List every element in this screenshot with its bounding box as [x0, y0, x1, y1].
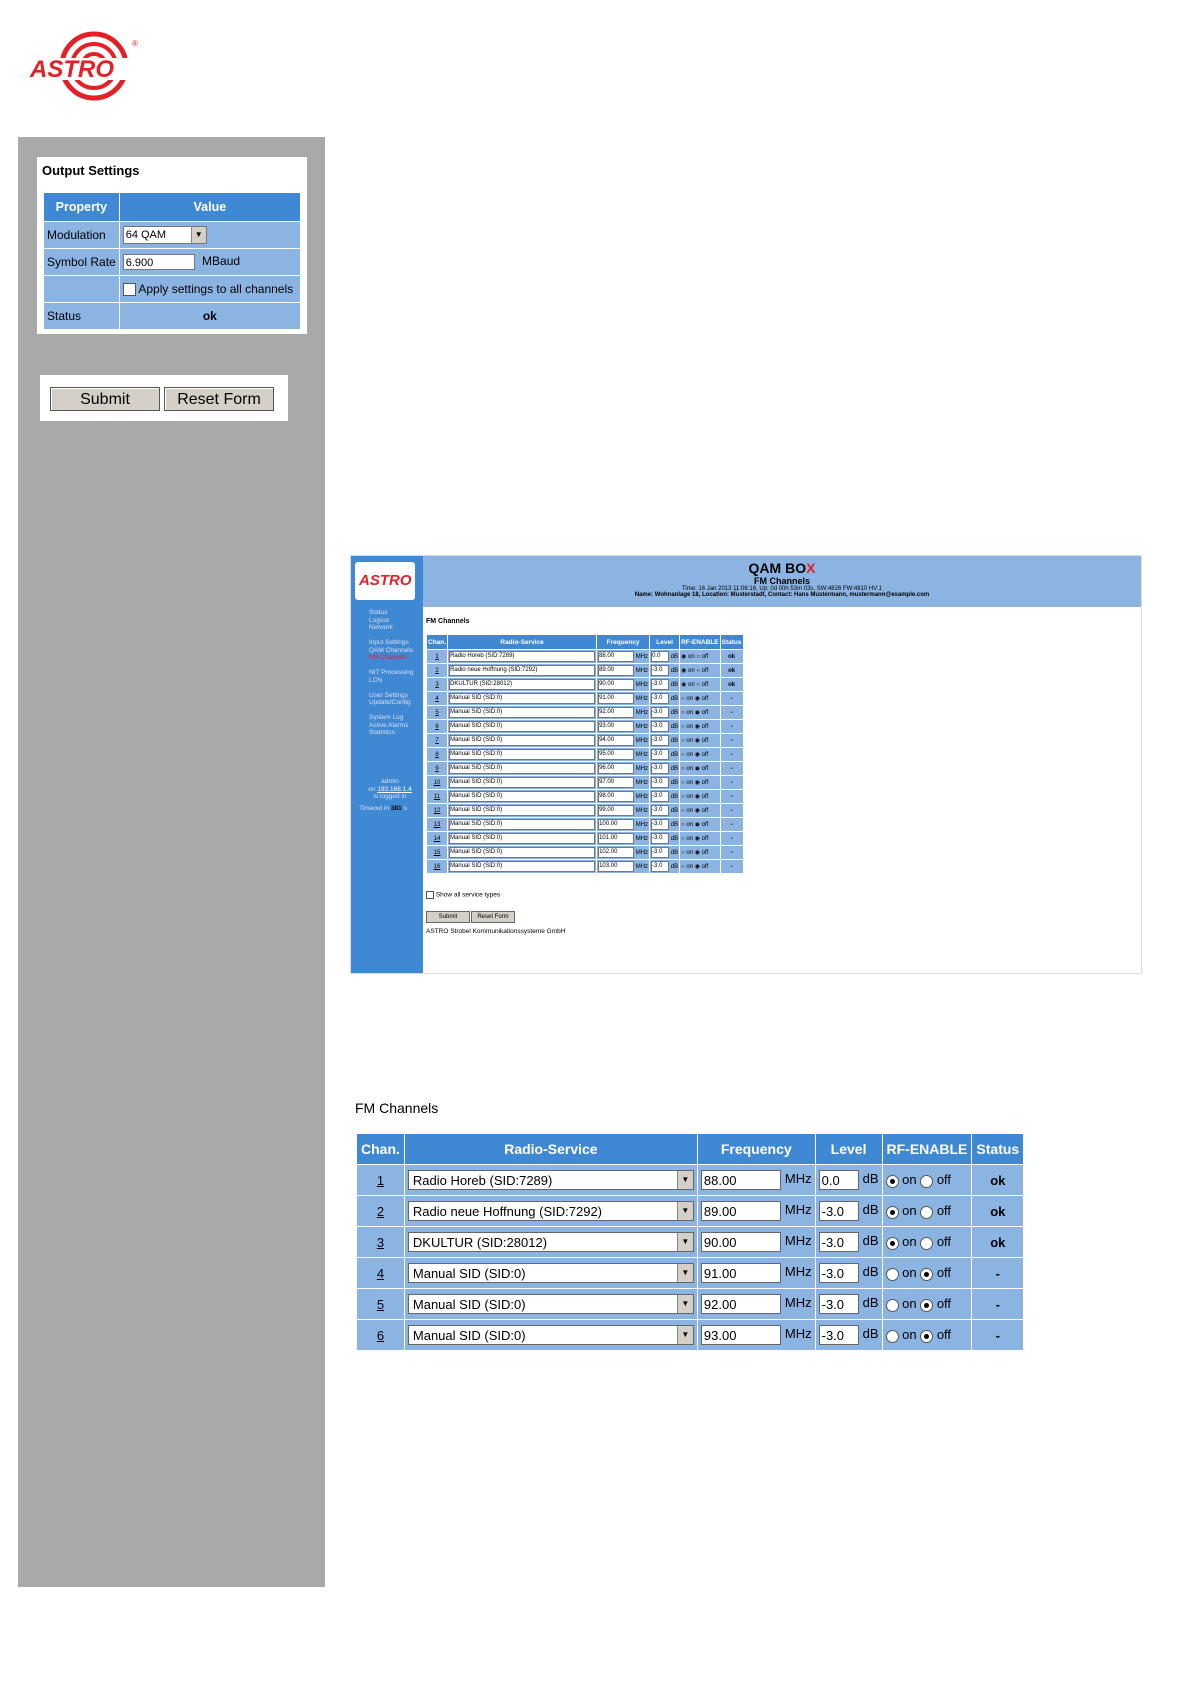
- status-cell: -: [972, 1258, 1024, 1289]
- screenshot-nav-item[interactable]: User Settings: [369, 691, 409, 699]
- rf-on-radio[interactable]: [886, 1237, 899, 1250]
- rf-off-radio[interactable]: [920, 1175, 933, 1188]
- chevron-down-icon: ▼: [191, 227, 206, 243]
- mini-service-select[interactable]: Manual SID (SID:0): [449, 707, 595, 718]
- status-cell: -: [972, 1289, 1024, 1320]
- mini-level-input[interactable]: -3.0: [651, 861, 669, 872]
- mini-service-select[interactable]: Manual SID (SID:0): [449, 805, 595, 816]
- mini-level-input[interactable]: -3.0: [651, 693, 669, 704]
- mini-service-select[interactable]: Manual SID (SID:0): [449, 791, 595, 802]
- mini-header-cell: Level: [650, 635, 680, 650]
- header-cell: RF-ENABLE: [882, 1134, 972, 1165]
- mini-level-input[interactable]: -3.0: [651, 707, 669, 718]
- mini-service-select[interactable]: Radio Horeb (SID:7289): [449, 651, 595, 662]
- mini-level-input[interactable]: -3.0: [651, 679, 669, 690]
- form-buttons-panel: [40, 375, 288, 421]
- level-input[interactable]: -3.0: [819, 1232, 859, 1252]
- status-value: ok: [119, 303, 300, 330]
- frequency-input[interactable]: 92.00: [701, 1294, 781, 1314]
- frequency-unit: MHz: [784, 1264, 812, 1280]
- radio-service-select[interactable]: DKULTUR (SID:28012) ▼: [408, 1232, 694, 1252]
- rf-off-radio[interactable]: [920, 1237, 933, 1250]
- radio-service-select[interactable]: Manual SID (SID:0) ▼: [408, 1263, 694, 1283]
- mini-rf-enable[interactable]: ◉ on ○ off: [680, 678, 721, 692]
- mini-table-row: 11 Manual SID (SID:0) 98.00 MHz -3.0 dB ○ on ◉ off -: [427, 790, 744, 804]
- rf-on-radio[interactable]: [886, 1330, 899, 1343]
- frequency-input[interactable]: 89.00: [701, 1201, 781, 1221]
- apply-all-checkbox[interactable]: [123, 283, 136, 296]
- mini-rf-enable[interactable]: ○ on ◉ off: [680, 748, 721, 762]
- apply-all-label: Apply settings to all channels: [138, 281, 294, 296]
- mini-freq-input[interactable]: 96.00: [598, 763, 634, 774]
- login-user: admin: [381, 778, 399, 785]
- header-cell: Level: [815, 1134, 882, 1165]
- screenshot-nav-item[interactable]: NIT Processing: [369, 669, 414, 676]
- mini-level-input[interactable]: -3.0: [651, 763, 669, 774]
- radio-service-select[interactable]: Manual SID (SID:0) ▼: [408, 1325, 694, 1345]
- mini-service-select[interactable]: Manual SID (SID:0): [449, 721, 595, 732]
- radio-service-select[interactable]: Radio Horeb (SID:7289) ▼: [408, 1170, 694, 1190]
- level-input[interactable]: -3.0: [819, 1294, 859, 1314]
- screenshot-nav-item[interactable]: Statistics: [369, 729, 396, 736]
- symbol-rate-label: Symbol Rate: [44, 249, 120, 276]
- mini-table-row: 16 Manual SID (SID:0) 103.00 MHz -3.0 dB ○ on ◉ off -: [427, 860, 744, 874]
- mini-freq-input[interactable]: 99.00: [598, 805, 634, 816]
- frequency-input[interactable]: 90.00: [701, 1232, 781, 1252]
- mini-table-row: 10 Manual SID (SID:0) 97.00 MHz -3.0 dB ○ on ◉ off -: [427, 776, 744, 790]
- mini-table-row: 4 Manual SID (SID:0) 91.00 MHz -3.0 dB ○ on ◉ off -: [427, 692, 744, 706]
- timeout-text: Timeout in 381 s: [359, 805, 407, 812]
- mini-table-row: 12 Manual SID (SID:0) 99.00 MHz -3.0 dB ○ on ◉ off -: [427, 804, 744, 818]
- svg-text:®: ®: [132, 39, 138, 48]
- rf-off-radio[interactable]: [920, 1299, 933, 1312]
- screenshot-nav-item: [369, 632, 413, 640]
- name-line: Name: Wohnanlage 18, Location: Musterstadt, Contact: Hans Mustermann, mustermann@example.com: [634, 592, 930, 598]
- status-cell: ok: [972, 1227, 1024, 1258]
- status-label: Status: [44, 303, 120, 330]
- mini-rf-enable[interactable]: ○ on ◉ off: [680, 832, 721, 846]
- mini-freq-input[interactable]: 92.00: [598, 707, 634, 718]
- mini-chan-link[interactable]: 16: [433, 863, 441, 870]
- fm-channels-table: [356, 1133, 1024, 1351]
- mini-status: -: [720, 776, 743, 790]
- screenshot-footer: ASTRO Strobel Kommunikationssysteme GmbH: [426, 928, 566, 935]
- mini-service-select[interactable]: Manual SID (SID:0): [449, 847, 595, 858]
- mini-service-select[interactable]: DKULTUR (SID:28012): [449, 679, 595, 690]
- mini-level-input[interactable]: -3.0: [651, 777, 669, 788]
- rf-on-radio[interactable]: [886, 1268, 899, 1281]
- mini-freq-input[interactable]: 91.00: [598, 693, 634, 704]
- mini-service-select[interactable]: Manual SID (SID:0): [449, 833, 595, 844]
- screenshot-nav-item[interactable]: LCN: [369, 676, 383, 684]
- channel-link[interactable]: 5: [376, 1296, 385, 1312]
- table-row: [357, 1165, 1024, 1196]
- rf-off-radio[interactable]: [920, 1268, 933, 1281]
- screenshot-nav-item: [369, 707, 413, 715]
- status-cell: ok: [972, 1165, 1024, 1196]
- fm-channels-title: FM Channels: [355, 1100, 439, 1116]
- mini-freq-input[interactable]: 103.00: [598, 861, 634, 872]
- gray-sidebar: [18, 137, 325, 1587]
- mini-level-input[interactable]: -3.0: [651, 791, 669, 802]
- mini-header-cell: Frequency: [597, 635, 650, 650]
- header-cell: Chan.: [357, 1134, 405, 1165]
- symbol-rate-unit: MBaud: [202, 254, 241, 269]
- screenshot-submit-button[interactable]: Submit: [426, 911, 470, 923]
- table-row: [357, 1289, 1024, 1320]
- frequency-unit: MHz: [784, 1202, 812, 1218]
- frequency-input[interactable]: 91.00: [701, 1263, 781, 1283]
- channel-link[interactable]: 2: [376, 1203, 385, 1219]
- mini-chan-link[interactable]: 12: [433, 807, 441, 814]
- mini-freq-input[interactable]: 102.00: [598, 847, 634, 858]
- mini-service-select[interactable]: Manual SID (SID:0): [449, 777, 595, 788]
- mini-rf-enable[interactable]: ○ on ◉ off: [680, 860, 721, 874]
- screenshot-reset-button[interactable]: Reset Form: [471, 911, 515, 923]
- mini-rf-enable[interactable]: ○ on ◉ off: [680, 692, 721, 706]
- level-unit: dB: [862, 1171, 879, 1187]
- frequency-unit: MHz: [784, 1233, 812, 1249]
- embedded-screenshot: [350, 555, 1142, 974]
- mini-table-row: 14 Manual SID (SID:0) 101.00 MHz -3.0 dB ○ on ◉ off -: [427, 832, 744, 846]
- mini-rf-enable[interactable]: ○ on ◉ off: [680, 706, 721, 720]
- screenshot-logo: ASTRO: [359, 572, 412, 589]
- mini-status: -: [720, 860, 743, 874]
- rf-enable-cell: on off: [882, 1289, 972, 1320]
- level-unit: dB: [862, 1233, 879, 1249]
- mini-service-select[interactable]: Radio neue Hoffnung (SID:7292): [449, 665, 595, 676]
- mini-freq-input[interactable]: 93.00: [598, 721, 634, 732]
- frequency-unit: MHz: [784, 1326, 812, 1342]
- level-input[interactable]: -3.0: [819, 1201, 859, 1221]
- table-row: [357, 1196, 1024, 1227]
- mini-table-row: 13 Manual SID (SID:0) 100.00 MHz -3.0 dB ○ on ◉ off -: [427, 818, 744, 832]
- mini-status: -: [720, 692, 743, 706]
- level-input[interactable]: -3.0: [819, 1325, 859, 1345]
- mini-status: ok: [720, 650, 743, 664]
- mini-table-row: 5 Manual SID (SID:0) 92.00 MHz -3.0 dB ○ on ◉ off -: [427, 706, 744, 720]
- mini-service-select[interactable]: Manual SID (SID:0): [449, 861, 595, 872]
- rf-on-radio[interactable]: [886, 1206, 899, 1219]
- level-unit: dB: [862, 1326, 879, 1342]
- mini-status: -: [720, 734, 743, 748]
- mini-table-row: 8 Manual SID (SID:0) 95.00 MHz -3.0 dB ○ on ◉ off -: [427, 748, 744, 762]
- table-row: [357, 1320, 1024, 1351]
- mini-freq-input[interactable]: 89.00: [598, 665, 634, 676]
- mini-level-input[interactable]: 0.0: [651, 651, 669, 662]
- screenshot-nav-item[interactable]: Status: [369, 609, 388, 616]
- mini-rf-enable[interactable]: ○ on ◉ off: [680, 804, 721, 818]
- channel-link[interactable]: 6: [376, 1327, 385, 1343]
- reset-form-button[interactable]: Reset Form: [164, 387, 274, 411]
- modulation-label: Modulation: [44, 222, 120, 249]
- mini-chan-link[interactable]: 5: [435, 709, 439, 716]
- mini-chan-link[interactable]: 1: [435, 653, 439, 660]
- channel-link[interactable]: 1: [376, 1172, 385, 1188]
- header-cell: Frequency: [697, 1134, 815, 1165]
- mini-chan-link[interactable]: 14: [433, 835, 441, 842]
- mini-freq-input[interactable]: 98.00: [598, 791, 634, 802]
- header-property: Property: [44, 193, 120, 222]
- chevron-down-icon: ▼: [677, 1264, 693, 1282]
- mini-chan-link[interactable]: 4: [435, 695, 439, 702]
- mini-level-input[interactable]: -3.0: [651, 847, 669, 858]
- screenshot-nav-item[interactable]: Input Settings: [369, 639, 409, 646]
- frequency-input[interactable]: 88.00: [701, 1170, 781, 1190]
- rf-enable-cell: on off: [882, 1258, 972, 1289]
- chevron-down-icon: ▼: [677, 1326, 693, 1344]
- screenshot-nav-item[interactable]: Update/Config: [369, 699, 411, 706]
- screenshot-nav-item: [369, 684, 413, 692]
- mini-freq-input[interactable]: 88.00: [598, 651, 634, 662]
- mini-level-input[interactable]: -3.0: [651, 805, 669, 816]
- screenshot-nav-item[interactable]: Active Alarms: [369, 721, 409, 729]
- mini-freq-input[interactable]: 97.00: [598, 777, 634, 788]
- status-cell: -: [972, 1320, 1024, 1351]
- login-ip: 192.168.1.4: [377, 785, 412, 793]
- mini-service-select[interactable]: Manual SID (SID:0): [449, 819, 595, 830]
- header-cell: Status: [972, 1134, 1024, 1165]
- logo-text: ASTRO: [30, 56, 114, 83]
- output-settings-table: [43, 192, 301, 330]
- mini-rf-enable[interactable]: ◉ on ○ off: [680, 664, 721, 678]
- mini-status: -: [720, 706, 743, 720]
- mini-service-select[interactable]: Manual SID (SID:0): [449, 749, 595, 760]
- mini-status: -: [720, 790, 743, 804]
- header-value: Value: [119, 193, 300, 222]
- mini-service-select[interactable]: Manual SID (SID:0): [449, 735, 595, 746]
- mini-status: -: [720, 748, 743, 762]
- rf-enable-cell: on off: [882, 1320, 972, 1351]
- mini-level-input[interactable]: -3.0: [651, 749, 669, 760]
- mini-rf-enable[interactable]: ○ on ◉ off: [680, 846, 721, 860]
- mini-chan-link[interactable]: 6: [435, 723, 439, 730]
- frequency-input[interactable]: 93.00: [701, 1325, 781, 1345]
- mini-header-cell: Radio-Service: [448, 635, 597, 650]
- mini-level-input[interactable]: -3.0: [651, 819, 669, 830]
- mini-rf-enable[interactable]: ○ on ◉ off: [680, 776, 721, 790]
- mini-status: -: [720, 832, 743, 846]
- mini-table-row: 1 Radio Horeb (SID:7289) 88.00 MHz 0.0 dB ◉ on ○ off ok: [427, 650, 744, 664]
- mini-rf-enable[interactable]: ○ on ◉ off: [680, 734, 721, 748]
- mini-chan-link[interactable]: 8: [435, 751, 439, 758]
- screenshot-nav-item[interactable]: QAM Channels: [369, 646, 414, 654]
- mini-rf-enable[interactable]: ◉ on ○ off: [680, 650, 721, 664]
- show-all-services[interactable]: Show all service types: [426, 891, 500, 899]
- mini-level-input[interactable]: -3.0: [651, 721, 669, 732]
- frequency-unit: MHz: [784, 1295, 812, 1311]
- screenshot-nav-sidebar: ASTRO Status Logout Network Input Settings QAM Channels FM Channels NIT Processing LCN User Settings Update/Config System Log Active Alarms Statistics admin on 192.168.1.4 is logged in Timeout in 381 s: [351, 556, 423, 973]
- mini-table-row: 7 Manual SID (SID:0) 94.00 MHz -3.0 dB ○ on ◉ off -: [427, 734, 744, 748]
- astro-logo: [24, 30, 144, 106]
- mini-header-cell: RF-ENABLE: [680, 635, 721, 650]
- mini-table-row: 9 Manual SID (SID:0) 96.00 MHz -3.0 dB ○ on ◉ off -: [427, 762, 744, 776]
- level-unit: dB: [862, 1295, 879, 1311]
- mini-freq-input[interactable]: 101.00: [598, 833, 634, 844]
- radio-service-select[interactable]: Manual SID (SID:0) ▼: [408, 1294, 694, 1314]
- mini-freq-input[interactable]: 94.00: [598, 735, 634, 746]
- rf-off-radio[interactable]: [920, 1330, 933, 1343]
- rf-off-radio[interactable]: [920, 1206, 933, 1219]
- mini-table-row: 15 Manual SID (SID:0) 102.00 MHz -3.0 dB ○ on ◉ off -: [427, 846, 744, 860]
- mini-chan-link[interactable]: 15: [433, 849, 441, 856]
- mini-status: -: [720, 846, 743, 860]
- screenshot-nav-item: [369, 662, 413, 670]
- status-cell: ok: [972, 1196, 1024, 1227]
- chevron-down-icon: ▼: [677, 1233, 693, 1251]
- mini-service-select[interactable]: Manual SID (SID:0): [449, 693, 595, 704]
- table-row: [357, 1227, 1024, 1258]
- rf-enable-cell: on off: [882, 1227, 972, 1258]
- chevron-down-icon: ▼: [677, 1202, 693, 1220]
- submit-button[interactable]: Submit: [50, 387, 160, 411]
- mini-rf-enable[interactable]: ○ on ◉ off: [680, 818, 721, 832]
- header-cell: Radio-Service: [404, 1134, 697, 1165]
- screenshot-page-title: FM Channels: [753, 576, 810, 586]
- app-title: QAM BOX: [748, 560, 816, 576]
- table-row: [357, 1258, 1024, 1289]
- mini-status: -: [720, 720, 743, 734]
- mini-chan-link[interactable]: 2: [435, 667, 439, 674]
- chevron-down-icon: ▼: [677, 1295, 693, 1313]
- rf-on-radio[interactable]: [886, 1299, 899, 1312]
- mini-level-input[interactable]: -3.0: [651, 665, 669, 676]
- channel-link[interactable]: 4: [376, 1265, 385, 1281]
- screenshot-nav-item[interactable]: System Log: [369, 714, 404, 721]
- mini-service-select[interactable]: Manual SID (SID:0): [449, 763, 595, 774]
- mini-header-cell: Chan.: [427, 635, 448, 650]
- time-line: Time: 16 Jan 2013 11:06:16, Up: 0d 00h 53m 03s, SW:4826 FW:4810 HV:1: [681, 586, 882, 592]
- output-settings-title: Output Settings: [42, 163, 140, 178]
- channel-link[interactable]: 3: [376, 1234, 385, 1250]
- screenshot-nav-list: [369, 609, 413, 737]
- modulation-select[interactable]: 64 QAM ▼: [123, 226, 207, 244]
- mini-chan-link[interactable]: 3: [435, 681, 439, 688]
- mini-level-input[interactable]: -3.0: [651, 735, 669, 746]
- mini-status: ok: [720, 664, 743, 678]
- mini-freq-input[interactable]: 90.00: [598, 679, 634, 690]
- level-unit: dB: [862, 1202, 879, 1218]
- mini-status: -: [720, 818, 743, 832]
- mini-rf-enable[interactable]: ○ on ◉ off: [680, 790, 721, 804]
- radio-service-select[interactable]: Radio neue Hoffnung (SID:7292) ▼: [408, 1201, 694, 1221]
- mini-table-row: 3 DKULTUR (SID:28012) 90.00 MHz -3.0 dB ◉ on ○ off ok: [427, 678, 744, 692]
- mini-freq-input[interactable]: 95.00: [598, 749, 634, 760]
- screenshot-fm-table: [426, 634, 744, 874]
- mini-rf-enable[interactable]: ○ on ◉ off: [680, 762, 721, 776]
- output-settings-panel: [37, 157, 307, 334]
- symbol-rate-input[interactable]: 6.900: [123, 254, 195, 270]
- frequency-unit: MHz: [784, 1171, 812, 1187]
- mini-header-cell: Status: [720, 635, 743, 650]
- mini-level-input[interactable]: -3.0: [651, 833, 669, 844]
- mini-chan-link[interactable]: 13: [433, 821, 441, 828]
- mini-rf-enable[interactable]: ○ on ◉ off: [680, 720, 721, 734]
- mini-status: ok: [720, 678, 743, 692]
- screenshot-nav-item[interactable]: Logout: [369, 616, 389, 624]
- mini-table-row: 2 Radio neue Hoffnung (SID:7292) 89.00 MHz -3.0 dB ◉ on ○ off ok: [427, 664, 744, 678]
- mini-chan-link[interactable]: 10: [433, 779, 441, 786]
- level-input[interactable]: 0.0: [819, 1170, 859, 1190]
- mini-table-row: 6 Manual SID (SID:0) 93.00 MHz -3.0 dB ○ on ◉ off -: [427, 720, 744, 734]
- mini-status: -: [720, 762, 743, 776]
- rf-on-radio[interactable]: [886, 1175, 899, 1188]
- level-input[interactable]: -3.0: [819, 1263, 859, 1283]
- rf-enable-cell: on off: [882, 1196, 972, 1227]
- screenshot-section-title: FM Channels: [426, 618, 470, 625]
- screenshot-nav-item[interactable]: FM Channels: [369, 654, 408, 661]
- mini-chan-link[interactable]: 9: [435, 765, 439, 772]
- mini-chan-link[interactable]: 7: [435, 737, 439, 744]
- rf-enable-cell: on off: [882, 1165, 972, 1196]
- mini-freq-input[interactable]: 100.00: [598, 819, 634, 830]
- mini-chan-link[interactable]: 11: [433, 793, 441, 800]
- mini-status: -: [720, 804, 743, 818]
- screenshot-nav-item[interactable]: Network: [369, 624, 393, 631]
- screenshot-header: [423, 556, 1141, 607]
- chevron-down-icon: ▼: [677, 1171, 693, 1189]
- level-unit: dB: [862, 1264, 879, 1280]
